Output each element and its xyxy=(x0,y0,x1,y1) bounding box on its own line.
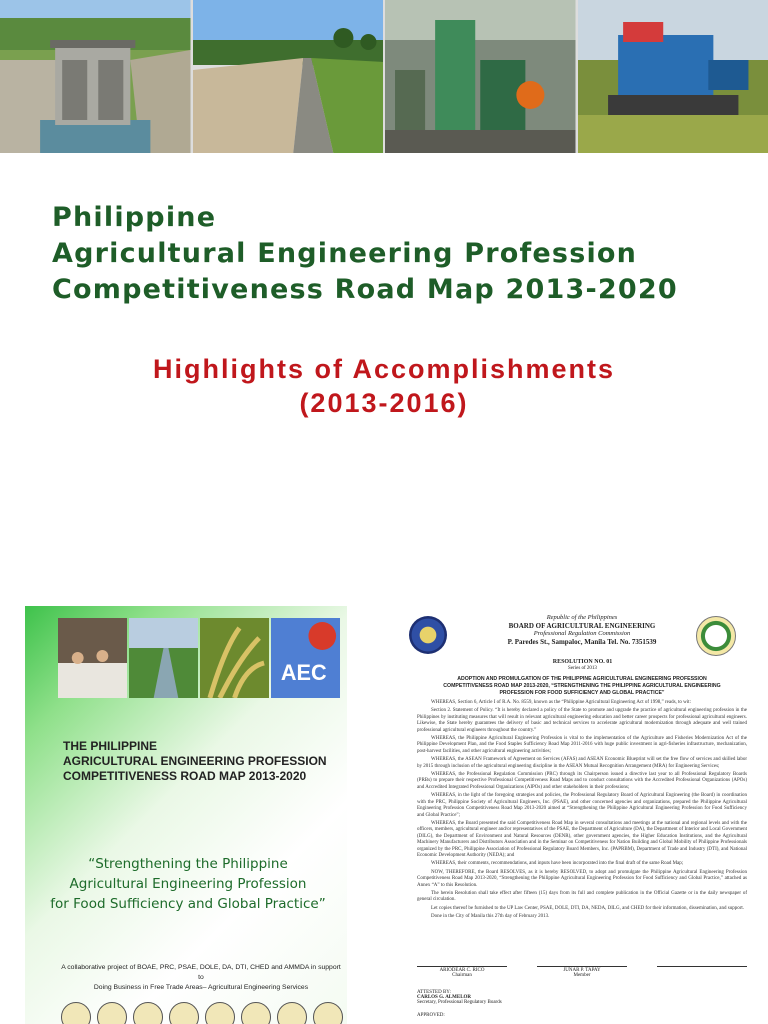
letterhead-line: Republic of the Philippines xyxy=(546,614,618,621)
resolution-paragraph: WHEREAS, in the light of the foregoing strategies and policies, the Professional Regulatory Board of Agricultural Engineering (the Board) in coordination with the PRC, Philippine Society of Agricultural Engineers, Inc. (PSAE), and other concerned agencies and organizations, prepared the Philippine Agricultural Engineering Profession Competitiveness Road Map 2013-2020 aimed at “Strengthening the Philippine Agricultural Engineering Profession for Food Sufficiency and Global Practice”; xyxy=(417,793,747,818)
cover-title-line: AGRICULTURAL ENGINEERING PROFESSION xyxy=(63,754,327,768)
resolution-paragraph: Section 2. Statement of Policy. “It is hereby declared a policy of the State to promote and upgrade the practice of agricultural engineering profession in the Philippines by instituting measures that will result in relevant agricultural engineering education and better career prospects for professional agricultural engineers. Likewise, the State hereby guarantees the delivery of basic and technical services to accelerate agricultural modernization through adequate and well trained professional agricultural engineers throughout the country.” xyxy=(417,708,747,733)
ched-logo-icon xyxy=(277,1002,307,1024)
highlights-subtitle xyxy=(0,352,768,420)
cover-slogan-line: “Strengthening the Philippine xyxy=(88,856,288,872)
svg-text:AEC: AEC xyxy=(280,659,327,686)
attestation-row xyxy=(417,990,747,1005)
meeting-photo xyxy=(58,618,127,698)
signatories-row xyxy=(417,966,747,978)
resolution-title: ADOPTION AND PROMULGATION OF THE PHILIPPINE AGRICULTURAL ENGINEERING PROFESSION COMPETITIVENESS ROAD MAP 2013-2020, “STRENGTHENING THE PHILIPPINE AGRICULTURAL ENGINEERING PROFESSION FOR FOOD SUFFICIENCY AND GLOBAL PRACTICE” xyxy=(443,676,721,696)
cover-title-line: THE PHILIPPINE xyxy=(63,739,158,753)
signatory-name: JUNAR P. TAPAY xyxy=(563,968,601,973)
letterhead-line: Professional Regulation Commission xyxy=(533,630,631,637)
main-title xyxy=(52,200,752,308)
resolution-paragraph: Let copies thereof be furnished to the UP Law Center, PSAE, DOLE, DTI, DA, NEDA, DILG, and CHED for their information, dissemination, and support. xyxy=(431,905,745,911)
board-resolution-image xyxy=(397,608,768,1024)
title-line: Philippine xyxy=(52,202,217,233)
rice-photo xyxy=(200,618,269,698)
irrigation-gate-photo xyxy=(0,0,191,153)
letterhead-line: BOARD OF AGRICULTURAL ENGINEERING xyxy=(508,622,656,630)
approved-label: APPROVED: xyxy=(417,1013,445,1018)
cover-collaboration-note xyxy=(61,963,341,993)
signatory xyxy=(537,966,627,978)
harvester-photo xyxy=(578,0,768,153)
resolution-paragraph: WHEREAS, their comments, recommendations, and inputs have been incorporated into the final draft of the same Road Map; xyxy=(431,861,684,867)
machinery-plant-photo xyxy=(385,0,576,153)
aec-logo-photo xyxy=(271,618,340,698)
resolution-paragraph: WHEREAS, the ASEAN Framework of Agreement on Services (AFAS) and ASEAN Economic Blueprint will set the free flow of services and skilled labor by 2015 through inclusion of the agricultural engineering discipline in the ASEAN Mutual Recognition Arrangement (MRA) for Engineering Services; xyxy=(417,757,747,769)
title-line: Agricultural Engineering Profession xyxy=(52,238,638,269)
resolution-paragraph: WHEREAS, the Board presented the said Competitiveness Road Map in several consultations and meetings at the national and regional levels and with the officers, members, agricultural engineer and/or representatives of the PSAE, the Department of Agriculture (DA), the Department of Interior and Local Government (DILG), the Department of Environment and Natural Resources (DENR), other government agencies, the Higher Education Institutions, and the Agricultural Machinery Manufacturers and Distributors Association and in the Seminar on Competitiveness for Nation Building and Global Mobility of Philippine Professionals organized by the PRC, Philippine Association of Professional Regulatory Board Members, Inc. (PAPRBM), Department of Trade and Industry (DTI), and National Economic Development Authority (NEDA); and xyxy=(417,820,747,858)
canal-photo xyxy=(129,618,198,698)
signatory xyxy=(417,966,507,978)
signatory-role: Chairman xyxy=(452,973,472,978)
signatory-role: Member xyxy=(573,973,591,978)
cover-title xyxy=(63,739,343,784)
resolution-series: Series of 2013 xyxy=(568,666,597,671)
prc-seal-icon xyxy=(409,616,447,654)
prc-logo-icon xyxy=(97,1002,127,1024)
cover-collab-line: A collaborative project of BOAE, PRC, PSAE, DOLE, DA, DTI, CHED and AMMDA in support to xyxy=(61,964,341,981)
cover-slogan xyxy=(33,854,343,914)
dti-logo-icon xyxy=(241,1002,271,1024)
resolution-paragraph: Done in the City of Manila this 27th day of February 2013. xyxy=(431,914,550,920)
boae-logo-icon xyxy=(61,1002,91,1024)
secretary-name: CARLOS G. ALMELOR xyxy=(417,995,472,1000)
title-line: Competitiveness Road Map 2013-2020 xyxy=(52,274,678,305)
resolution-letterhead xyxy=(457,614,707,646)
attested-block xyxy=(417,990,537,1005)
cover-slogan-line: Agricultural Engineering Profession xyxy=(69,876,307,892)
da-logo-icon xyxy=(205,1002,235,1024)
cover-title-line: COMPETITIVENESS ROAD MAP 2013-2020 xyxy=(63,769,307,783)
cover-photo-strip xyxy=(58,618,340,698)
resolution-body xyxy=(417,700,747,923)
resolution-number: RESOLUTION NO. 01 xyxy=(552,659,613,665)
roadmap-cover-image xyxy=(25,606,347,1024)
highlights-line: Highlights of Accomplishments xyxy=(152,354,616,384)
resolution-paragraph: The herein Resolution shall take effect after fifteen (15) days from its full and complete publication in the Official Gazette or in the daily newspaper of general circulation. xyxy=(417,890,747,903)
signatory-name: ARIODEAR C. RICO xyxy=(439,968,485,973)
header-photo-strip xyxy=(0,0,768,153)
farm-road-photo xyxy=(193,0,384,153)
partner-logos xyxy=(61,1002,347,1024)
resolution-paragraph: WHEREAS, the Professional Regulation Commission (PRC) through its Chairperson issued a directive last year to all Professional Regulatory Boards (PRBs) to prepare their respective Professional Competitiveness Road Maps and to conduct consultations with the Accredited Professional Organizations (APOs) and Accredited Integrated Professional Organizations (AIPOs) and other stakeholders in their professions; xyxy=(417,772,747,790)
highlights-line: (2013-2016) xyxy=(299,388,469,418)
cover-slogan-line: for Food Sufficiency and Global Practice” xyxy=(50,896,326,912)
resolution-paragraph: WHEREAS, the Philippine Agricultural Engineering Profession is vital to the implementation of the Agriculture and Fisheries Modernization Act of the Philippine Development Plan, and the Food Staples Sufficiency Road Map 2011-2016 with huge public investment in agri-fisheries infrastructure, mechanization, post-harvest facilities, and other agricultural engineering activities; xyxy=(417,736,747,754)
signatory xyxy=(657,966,747,978)
approval-row xyxy=(417,1013,747,1018)
cover-collab-line: Doing Business in Free Trade Areas– Agricultural Engineering Services xyxy=(93,984,309,991)
letterhead-line: P. Paredes St., Sampaloc, Manila Tel. No. 7351539 xyxy=(507,638,657,646)
resolution-paragraph: WHEREAS, Section 6, Article I of R.A. No. 8559, known as the “Philippine Agricultural Engineering Act of 1998,” reads, to wit: xyxy=(431,700,691,705)
dole-logo-icon xyxy=(169,1002,199,1024)
resolution-paragraph: NOW, THEREFORE, the Board RESOLVES, as it is hereby RESOLVED, to adopt and promulgate the Philippine Agricultural Engineering Profession Competitiveness Road Map 2013-2020, “Strengthening the Philippine Agricultural Engineering Profession for Food Sufficiency and Global Practice,” attached as Annex “A” to this Resolution. xyxy=(417,869,747,888)
attested-label: ATTESTED BY: xyxy=(417,990,451,995)
ammda-logo-icon xyxy=(313,1002,343,1024)
secretary-role: Secretary, Professional Regulatory Boards xyxy=(417,1000,502,1005)
psae-logo-icon xyxy=(133,1002,163,1024)
